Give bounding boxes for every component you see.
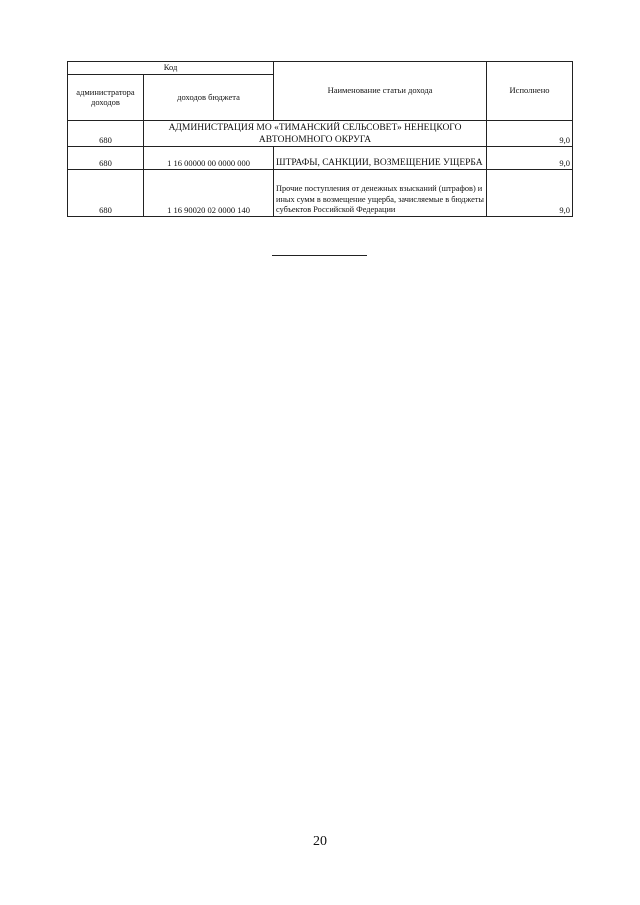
budget-code-cell: 1 16 00000 00 0000 000 (144, 147, 274, 170)
executed-cell: 9,0 (487, 170, 573, 217)
admin-code-cell: 680 (68, 121, 144, 147)
admin-code-cell: 680 (68, 170, 144, 217)
revenue-table (67, 61, 573, 217)
section-divider (272, 255, 367, 256)
item-name-cell: Прочие поступления от денежных взысканий (штрафов) и иных сумм в возмещение ущерба, зачисляемые в бюджеты субъектов Российской Федерации (274, 170, 487, 217)
page-number: 20 (313, 834, 327, 849)
table-row (68, 170, 573, 217)
header-admin-code: администратора доходов (68, 75, 144, 121)
table-row (68, 121, 573, 147)
table-row (68, 147, 573, 170)
budget-code-cell: 1 16 90020 02 0000 140 (144, 170, 274, 217)
header-budget-code: доходов бюджета (144, 75, 274, 121)
admin-code-cell: 680 (68, 147, 144, 170)
header-code-group: Код (68, 62, 274, 75)
table-header-row (68, 62, 573, 75)
header-executed: Исполнено (487, 62, 573, 121)
administration-title-cell: АДМИНИСТРАЦИЯ МО «ТИМАНСКИЙ СЕЛЬСОВЕТ» НЕНЕЦКОГО АВТОНОМНОГО ОКРУГА (144, 121, 487, 147)
executed-cell: 9,0 (487, 147, 573, 170)
header-item-name: Наименование статьи дохода (274, 62, 487, 121)
item-name-cell: ШТРАФЫ, САНКЦИИ, ВОЗМЕЩЕНИЕ УЩЕРБА (274, 147, 487, 170)
executed-cell: 9,0 (487, 121, 573, 147)
